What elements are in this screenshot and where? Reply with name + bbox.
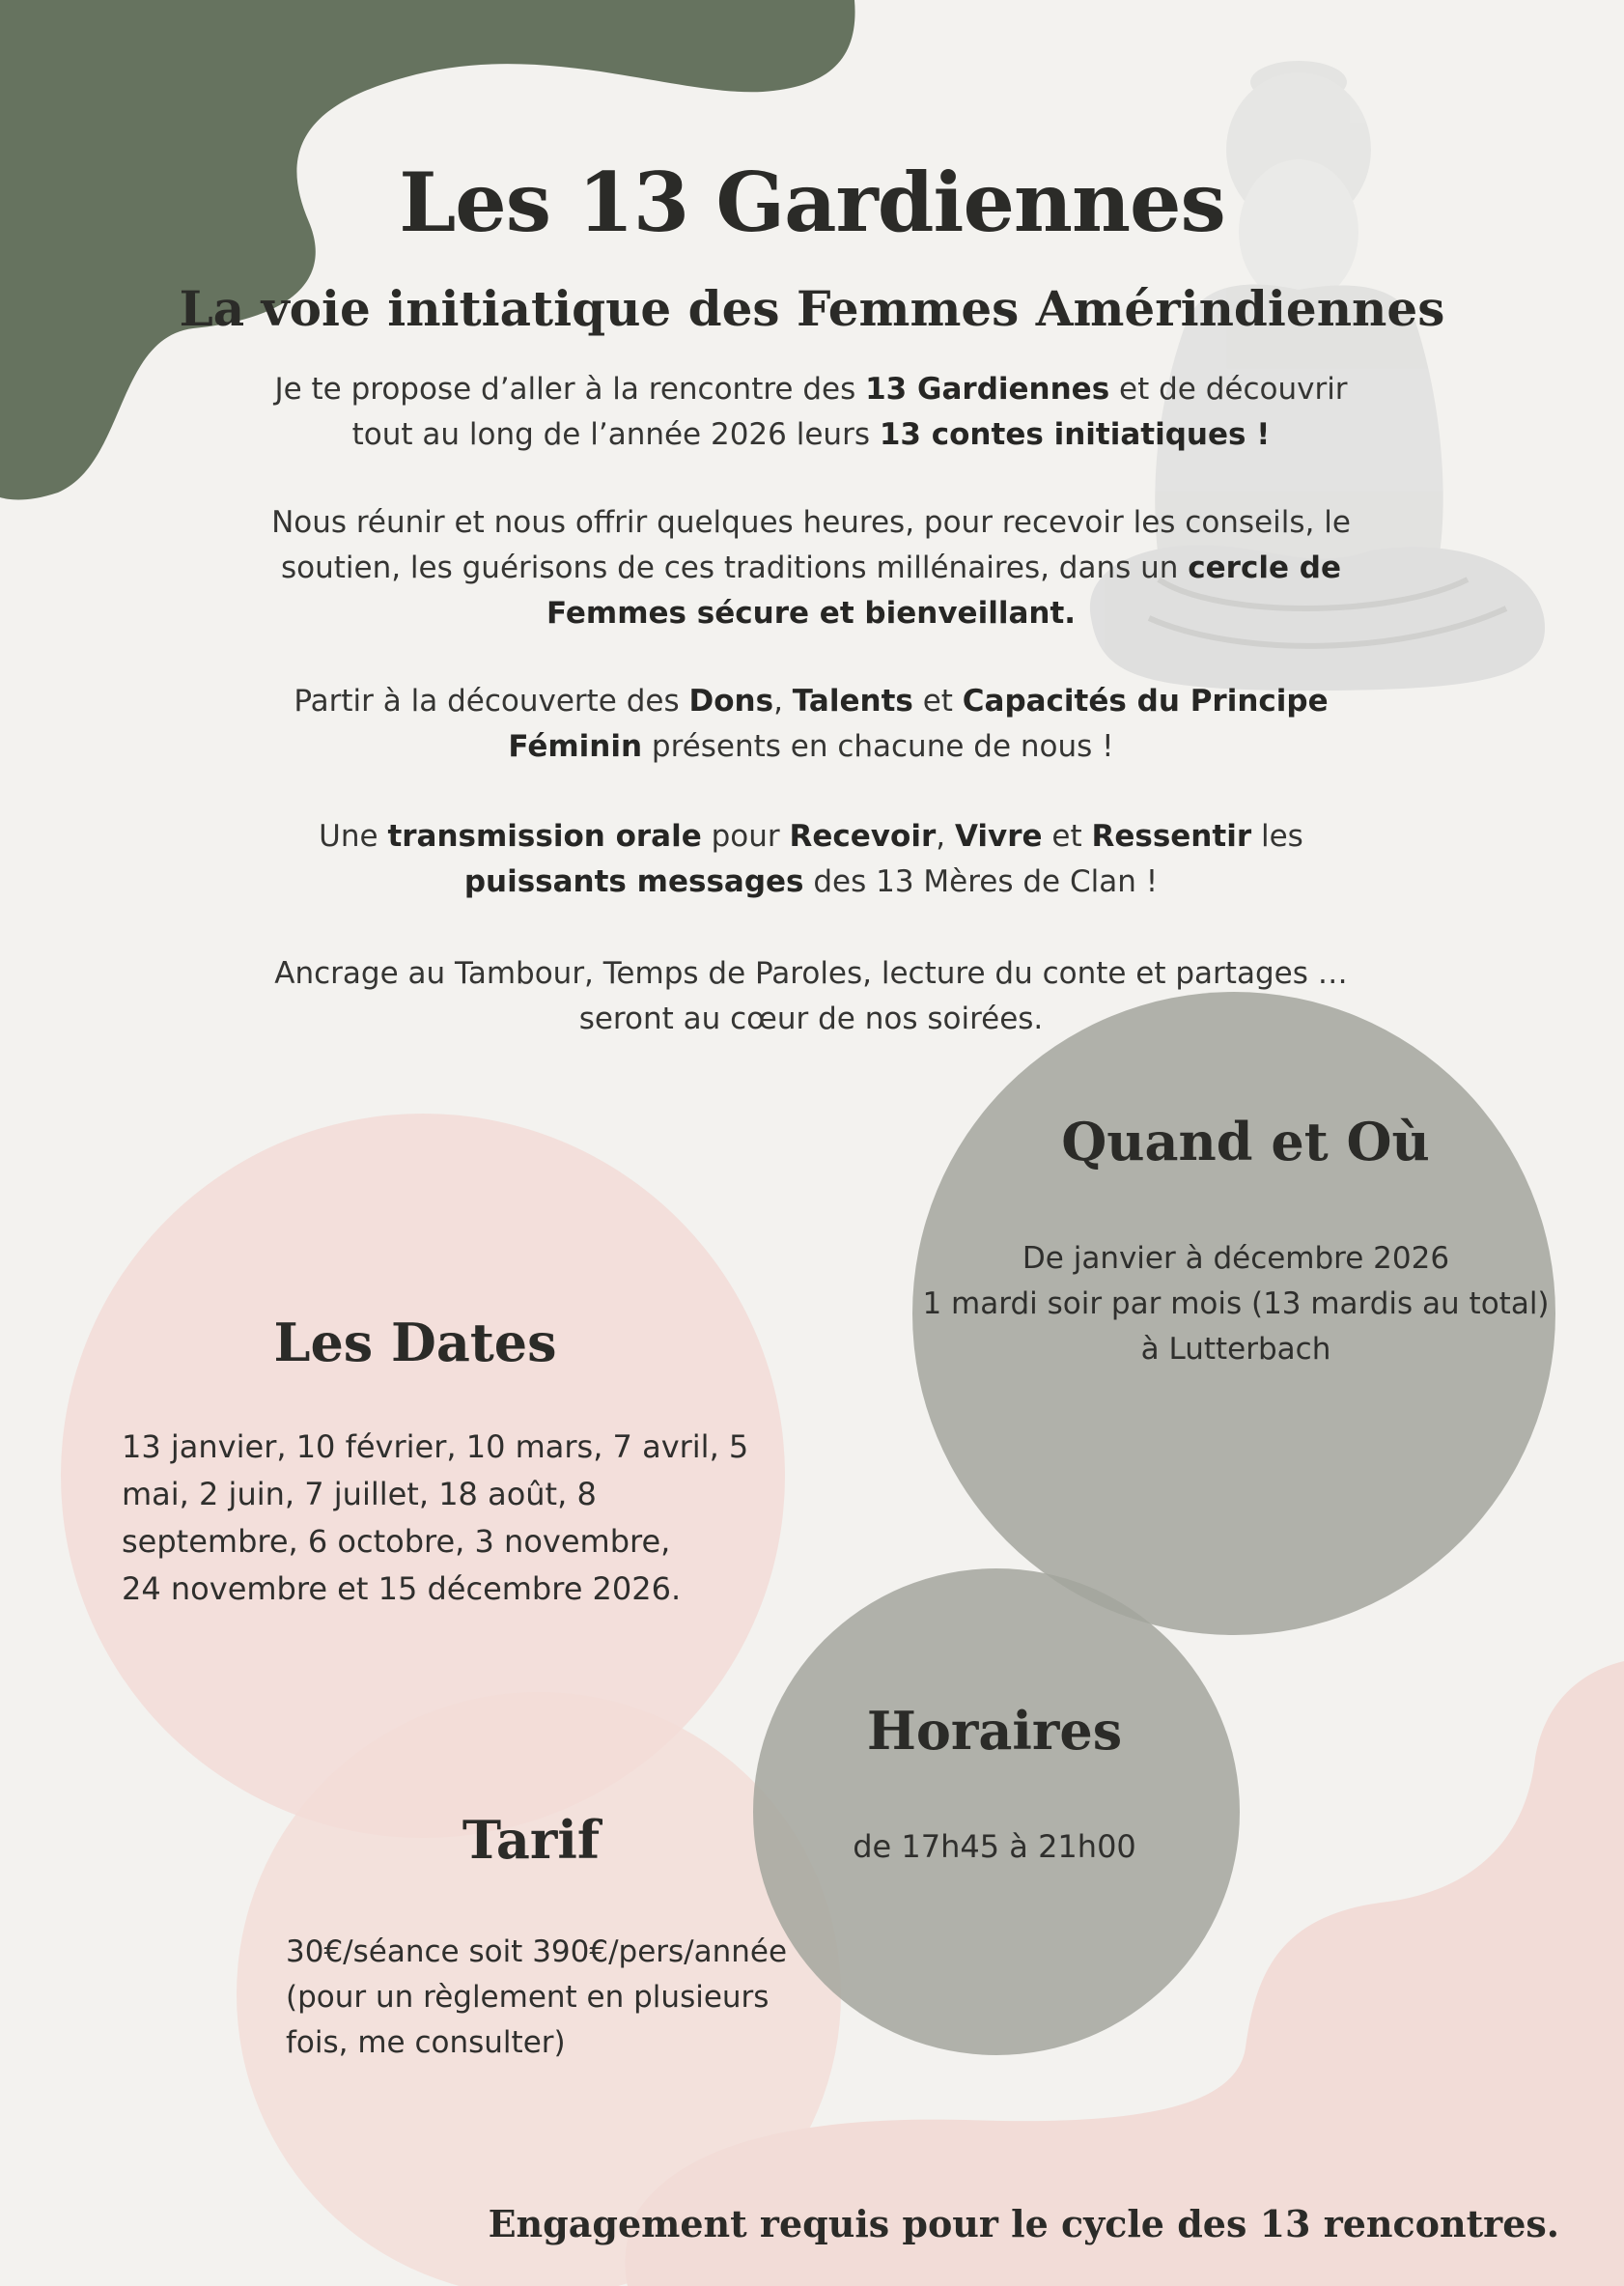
quand-line: à Lutterbach: [1140, 1332, 1331, 1367]
intro-text-run: présents en chacune de nous !: [642, 729, 1114, 764]
quand-line: 1 mardi soir par mois (13 mardis au total): [922, 1286, 1550, 1321]
intro-paragraph-3: [251, 679, 1371, 770]
quand-title: Quand et Où: [1061, 1111, 1430, 1172]
intro-text-run: Ressentir: [1091, 819, 1252, 854]
intro-text-run: et: [1042, 819, 1092, 854]
page-title: Les 13 Gardiennes: [399, 155, 1225, 250]
intro-text-run: Je te propose d’aller à la rencontre des: [274, 372, 866, 407]
dates-title: Les Dates: [273, 1312, 557, 1373]
dates-text: [122, 1424, 759, 1613]
intro-paragraph-2: [251, 500, 1371, 636]
dates-line: septembre, 6 octobre, 3 novembre,: [122, 1523, 671, 1560]
page-subtitle: La voie initiatique des Femmes Amérindiennes: [179, 280, 1445, 337]
intro-text-run: transmission orale: [387, 819, 702, 854]
intro-text-run: et: [912, 684, 963, 719]
intro-text-run: ,: [936, 819, 955, 854]
intro-text-run: Vivre: [954, 819, 1043, 854]
intro-paragraph-4: [251, 814, 1371, 905]
intro-text-run: des 13 Mères de Clan !: [803, 864, 1159, 899]
intro-text-run: pour: [701, 819, 790, 854]
intro-text-run: Dons: [688, 684, 774, 719]
intro-text-run: Talents: [792, 684, 913, 719]
tarif-text: [286, 1930, 865, 2066]
tarif-line: 30€/séance soit 390€/pers/année: [286, 1934, 788, 1969]
intro-text-run: et de découvrir tout au long de l’année 2026 leurs: [351, 372, 1348, 452]
intro-text-run: Partir à la découverte des: [294, 684, 689, 719]
intro-text-run: Capacités du Principe Féminin: [508, 684, 1329, 764]
quand-line: De janvier à décembre 2026: [1022, 1241, 1450, 1276]
intro-text-run: ,: [773, 684, 793, 719]
intro-text-run: 13 contes initiatiques !: [879, 417, 1271, 452]
intro-text-run: puissants messages: [463, 864, 804, 899]
intro-text-run: Nous réunir et nous offrir quelques heures, pour recevoir les conseils, le soutien, les guérisons de ces traditions millénaires, dans un: [271, 505, 1351, 585]
intro-paragraph-1: [251, 367, 1371, 458]
quand-text: [917, 1236, 1554, 1372]
dates-line: 24 novembre et 15 décembre 2026.: [122, 1570, 682, 1607]
tarif-line: (pour un règlement en plusieurs: [286, 1980, 770, 2015]
intro-text-run: cercle de Femmes sécure et bienveillant.: [546, 550, 1342, 631]
dates-line: mai, 2 juin, 7 juillet, 18 août, 8: [122, 1476, 597, 1512]
dates-line: 13 janvier, 10 février, 10 mars, 7 avril, 5: [122, 1428, 749, 1465]
intro-paragraph-5: [270, 951, 1352, 1042]
intro-text-run: Ancrage au Tambour, Temps de Paroles, lecture du conte et partages … seront au cœur de nos soirées.: [274, 956, 1348, 1036]
horaires-text: de 17h45 à 21h00: [853, 1828, 1136, 1865]
intro-text-run: les: [1251, 819, 1303, 854]
horaires-title: Horaires: [866, 1700, 1123, 1762]
intro-text-run: Une: [319, 819, 388, 854]
tarif-title: Tarif: [462, 1809, 601, 1871]
engagement-note: Engagement requis pour le cycle des 13 rencontres.: [488, 2202, 1559, 2245]
tarif-line: fois, me consulter): [286, 2025, 566, 2060]
intro-text-run: 13 Gardiennes: [865, 372, 1110, 407]
intro-text-run: Recevoir: [789, 819, 937, 854]
